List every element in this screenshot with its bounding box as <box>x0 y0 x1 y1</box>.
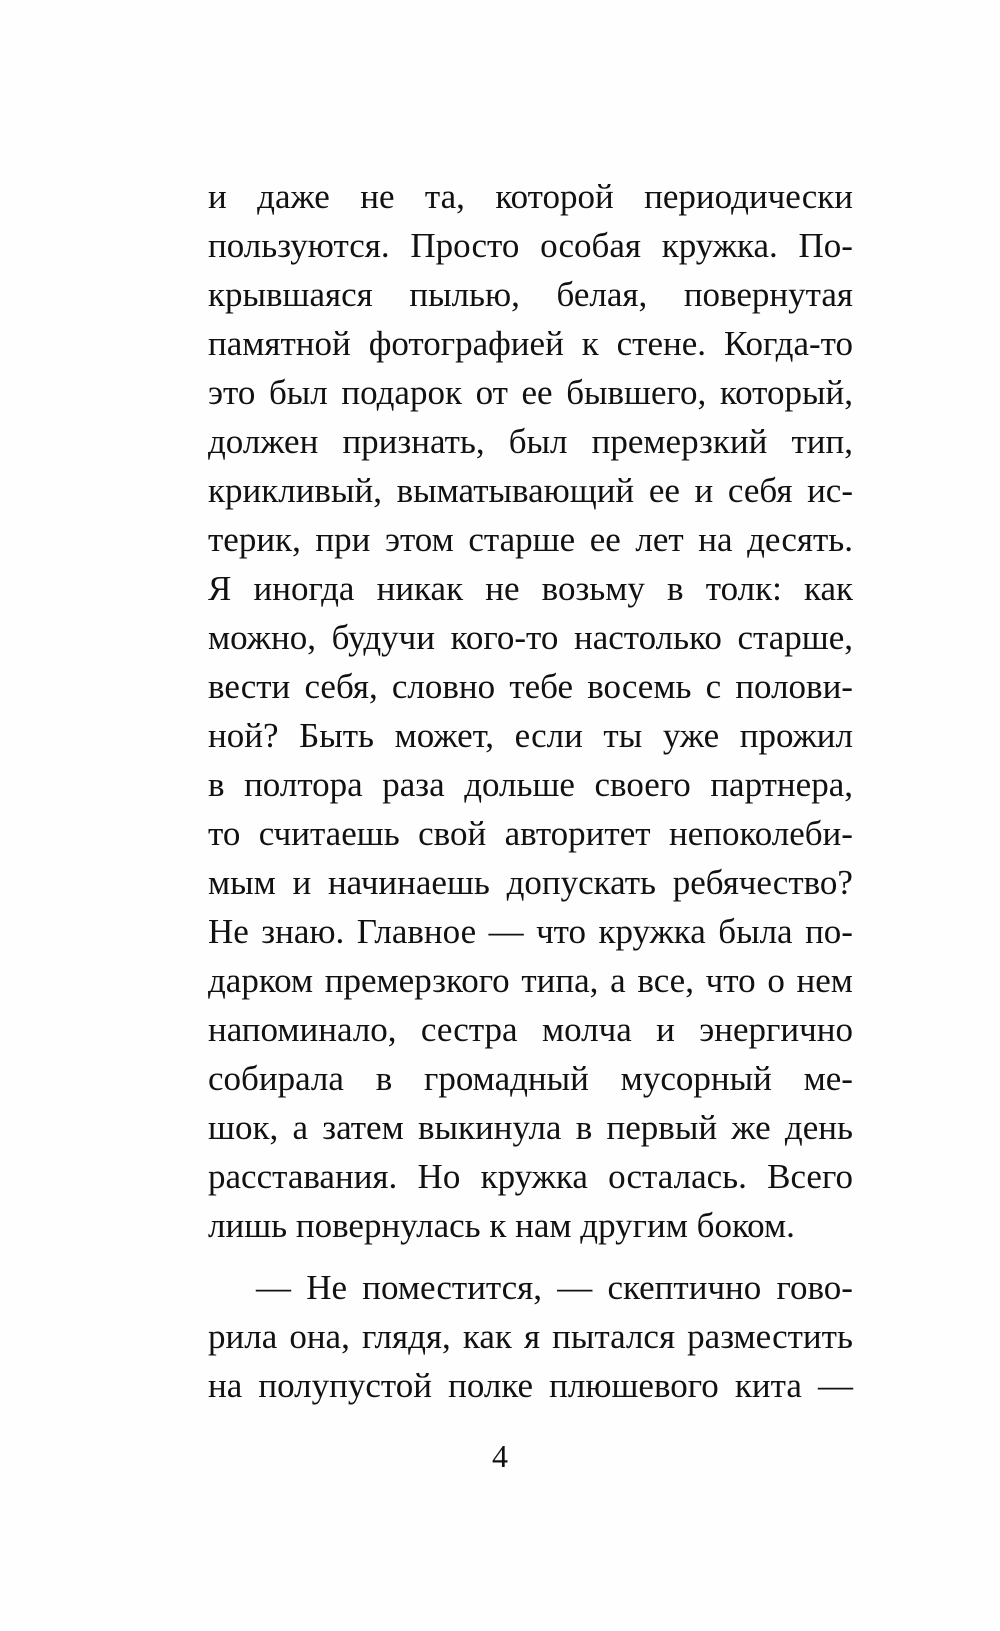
word: авторитет <box>504 814 651 853</box>
word: энергично <box>699 1010 853 1049</box>
word: при <box>315 520 371 559</box>
word: словно <box>391 667 496 706</box>
paragraph-2 <box>208 1263 853 1410</box>
word: та, <box>424 177 465 216</box>
word: крывшаяся <box>208 275 373 314</box>
word: старше <box>468 520 576 559</box>
text-line <box>208 319 853 368</box>
word: пытался <box>552 1317 676 1356</box>
word: нем <box>796 961 853 1000</box>
word: будучи <box>331 618 436 657</box>
text-line <box>208 172 853 221</box>
word: полке <box>448 1366 533 1405</box>
word: считаешь <box>258 814 400 853</box>
word: Когда-то <box>723 324 853 363</box>
word: и <box>656 1010 675 1049</box>
word: Но <box>417 1157 461 1196</box>
text-line <box>208 1152 853 1201</box>
paragraph-1 <box>208 172 853 1250</box>
word: знаю. <box>261 912 345 951</box>
word: первый <box>606 1108 718 1147</box>
word: себя <box>727 471 793 510</box>
word: лет <box>635 520 684 559</box>
word: на <box>698 520 733 559</box>
word: ее <box>589 520 621 559</box>
word: она, <box>289 1317 350 1356</box>
body-text <box>208 172 853 1410</box>
word: полупустой <box>258 1366 432 1405</box>
word: выкинула <box>418 1108 562 1147</box>
word: к <box>581 324 599 363</box>
word: в <box>375 1059 393 1098</box>
word: плюшевого <box>549 1366 719 1405</box>
text-line <box>208 270 853 319</box>
word: Не <box>306 1268 348 1307</box>
text-line <box>208 417 853 466</box>
word: гово- <box>776 1268 853 1307</box>
word: о <box>767 961 785 1000</box>
word: никак <box>376 569 464 608</box>
text-line <box>208 1054 853 1103</box>
word: По- <box>798 226 853 265</box>
word: день <box>784 1108 853 1147</box>
text-line <box>208 221 853 270</box>
word: крикливый, <box>208 471 382 510</box>
text-line <box>208 1312 853 1361</box>
word: кружка. <box>661 226 778 265</box>
word: ее <box>648 471 680 510</box>
word: ис- <box>807 471 853 510</box>
word: разместить <box>687 1317 853 1356</box>
word: а <box>292 1108 309 1147</box>
word: прожил <box>739 716 853 755</box>
word: периодически <box>644 177 853 216</box>
word: начинаешь <box>327 863 490 902</box>
word: поместится, <box>362 1268 543 1307</box>
word: восемь <box>587 667 692 706</box>
word: толк: <box>705 569 782 608</box>
word: не <box>360 177 395 216</box>
word: Просто <box>410 226 520 265</box>
paragraph-spacer <box>208 1250 853 1263</box>
word: белая, <box>556 275 648 314</box>
text-line <box>208 466 853 515</box>
text-line <box>208 760 853 809</box>
word: и <box>694 471 714 510</box>
word: которой <box>495 177 614 216</box>
text-line <box>208 1263 853 1312</box>
word: премерзкого <box>324 961 510 1000</box>
word: рила <box>208 1317 278 1356</box>
text-line: лишь повернулась к нам другим боком. <box>208 1206 795 1245</box>
word: непоколеби- <box>668 814 853 853</box>
word: свой <box>418 814 487 853</box>
text-line <box>208 907 853 956</box>
page-number: 4 <box>492 1438 508 1474</box>
word: скептично <box>607 1268 762 1307</box>
text-line <box>208 809 853 858</box>
text-line <box>208 564 853 613</box>
word: что <box>705 961 756 1000</box>
word: по- <box>805 912 853 951</box>
word: если <box>514 716 583 755</box>
word: премерзкий <box>591 422 768 461</box>
word: себя, <box>304 667 378 706</box>
word: в <box>575 1108 593 1147</box>
word: ребячество? <box>672 863 853 902</box>
word: подарок <box>341 373 462 412</box>
word: кружка <box>480 1157 588 1196</box>
word: Всего <box>767 1157 853 1196</box>
word: с <box>705 667 722 706</box>
word: выматывающий <box>396 471 635 510</box>
word: кружка <box>598 912 706 951</box>
word: пылью, <box>409 275 520 314</box>
word: ее <box>521 373 553 412</box>
word: фотографией <box>368 324 564 363</box>
word: же <box>731 1108 771 1147</box>
word: — <box>817 1366 853 1405</box>
word: уже <box>662 716 720 755</box>
word: я <box>523 1317 541 1356</box>
word: что <box>536 912 587 951</box>
word: был <box>508 422 568 461</box>
text-line <box>208 613 853 662</box>
word: был <box>268 373 328 412</box>
word: в <box>667 569 684 608</box>
word: кита <box>734 1366 802 1405</box>
word: полови- <box>735 667 853 706</box>
word: а <box>610 961 626 1000</box>
word: не <box>485 569 520 608</box>
word: громадный <box>423 1059 589 1098</box>
word: мусорный <box>620 1059 772 1098</box>
word: ты <box>603 716 643 755</box>
word: иногда <box>253 569 355 608</box>
word: десять. <box>747 520 853 559</box>
word: который, <box>719 373 853 412</box>
word: памятной <box>208 324 351 363</box>
word: все, <box>637 961 694 1000</box>
word: молча <box>541 1010 632 1049</box>
word: глядя, <box>361 1317 451 1356</box>
word: бывшего, <box>566 373 707 412</box>
word: стене. <box>616 324 707 363</box>
word: расставания. <box>208 1157 398 1196</box>
word: напоминало, <box>208 1010 397 1049</box>
word: — <box>557 1268 593 1307</box>
word: вести <box>208 667 291 706</box>
word: настолько <box>574 618 722 657</box>
word: сестра <box>420 1010 518 1049</box>
word: можно, <box>208 618 316 657</box>
word: старше, <box>737 618 853 657</box>
word: даже <box>257 177 330 216</box>
word: осталась. <box>608 1157 747 1196</box>
word: допускать <box>506 863 657 902</box>
text-line <box>208 1361 853 1410</box>
word: пользуются. <box>208 226 390 265</box>
text-line <box>208 368 853 417</box>
word: дольше <box>464 765 575 804</box>
word: особая <box>540 226 641 265</box>
word: это <box>208 373 256 412</box>
word: должен <box>208 422 319 461</box>
word: может, <box>394 716 495 755</box>
word: Не <box>208 912 249 951</box>
word: собирала <box>208 1059 344 1098</box>
text-line <box>208 711 853 760</box>
word: Я <box>208 569 232 608</box>
text-line <box>208 1005 853 1054</box>
text-line <box>208 662 853 711</box>
word: тебе <box>509 667 574 706</box>
word: на <box>208 1366 243 1405</box>
word: как <box>462 1317 512 1356</box>
word: шок, <box>208 1108 279 1147</box>
word: то <box>208 814 241 853</box>
text-line <box>208 515 853 564</box>
word: терик, <box>208 520 301 559</box>
word: — <box>488 912 524 951</box>
word: затем <box>322 1108 404 1147</box>
word: тип, <box>791 422 853 461</box>
word: как <box>803 569 853 608</box>
word: возьму <box>541 569 645 608</box>
word: партнера, <box>710 765 853 804</box>
word: дарком <box>208 961 314 1000</box>
word: полтора <box>244 765 363 804</box>
word: раза <box>382 765 445 804</box>
word: ме- <box>803 1059 853 1098</box>
word: была <box>718 912 793 951</box>
word: Главное <box>356 912 477 951</box>
word: кого-то <box>450 618 559 657</box>
word: признать, <box>342 422 485 461</box>
word: ной? <box>208 716 279 755</box>
word: и <box>292 863 312 902</box>
text-line <box>208 956 853 1005</box>
word: этом <box>384 520 454 559</box>
text-line <box>208 858 853 907</box>
word: мым <box>208 863 276 902</box>
text-line <box>208 1103 853 1152</box>
word: повернутая <box>683 275 853 314</box>
word: и <box>208 177 227 216</box>
word: типа, <box>521 961 599 1000</box>
word: своего <box>594 765 691 804</box>
word: в <box>208 765 225 804</box>
word: Быть <box>299 716 374 755</box>
word: — <box>256 1268 291 1307</box>
word: от <box>475 373 508 412</box>
